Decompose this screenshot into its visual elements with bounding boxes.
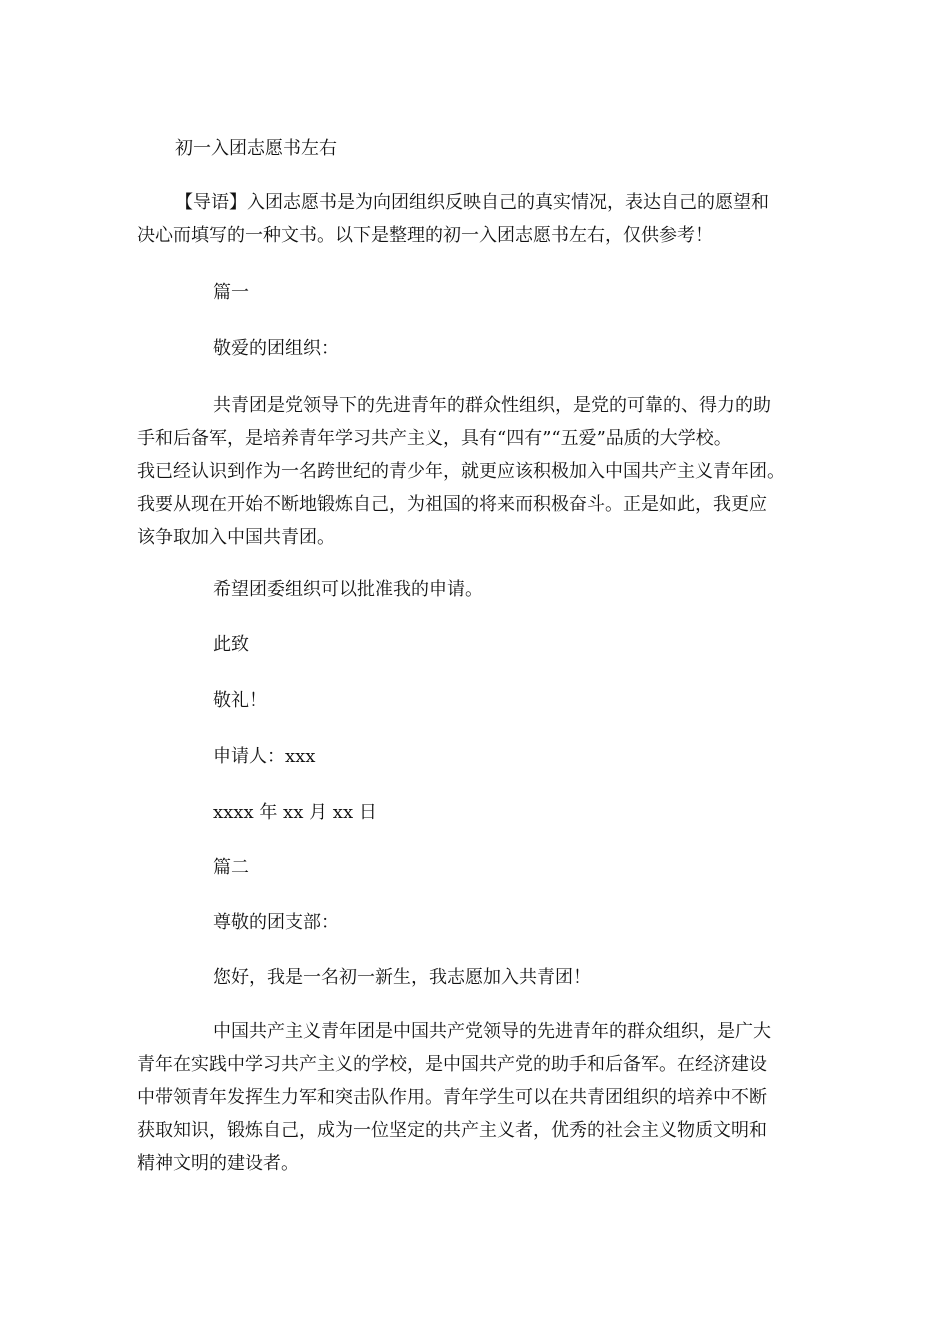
part2-body-line: 青年在实践中学习共产主义的学校，是中国共产党的助手和后备军。在经济建设 xyxy=(137,1054,767,1075)
part1-applicant: 申请人：xxx xyxy=(213,746,316,767)
part1-body xyxy=(213,393,771,419)
part2-body-line: 获取知识，锻炼自己，成为一位坚定的共产主义者，优秀的社会主义物质文明和 xyxy=(137,1120,767,1141)
part1-body-line: 共青团是党领导下的先进青年的群众性组织，是党的可靠的、得力的助 xyxy=(213,395,771,416)
part2-body-line: 精神文明的建设者。 xyxy=(137,1153,299,1174)
part1-date: xxxx 年 xx 月 xx 日 xyxy=(213,802,377,823)
part1-body-line: 我已经认识到作为一名跨世纪的青少年，就更应该积极加入中国共产主义青年团。 xyxy=(137,461,785,482)
part2-heading: 篇二 xyxy=(213,857,249,878)
part1-body-line: 我要从现在开始不断地锻炼自己，为祖国的将来而积极奋斗。正是如此，我更应 xyxy=(137,494,767,515)
part2-body-line: 中带领青年发挥生力军和突击队作用。青年学生可以在共青团组织的培养中不断 xyxy=(137,1087,767,1108)
part2-salutation: 尊敬的团支部： xyxy=(213,912,339,933)
part1-salutation: 敬爱的团组织： xyxy=(213,338,339,359)
part2-greeting: 您好，我是一名初一新生，我志愿加入共青团！ xyxy=(213,967,591,988)
part1-body-line: 手和后备军，是培养青年学习共产主义，具有“四有”“五爱”品质的大学校。 xyxy=(137,428,732,449)
document-title: 初一入团志愿书左右 xyxy=(175,138,337,159)
part1-body-line: 该争取加入中国共青团。 xyxy=(137,527,335,548)
part1-closing-1: 此致 xyxy=(213,634,249,655)
part1-heading: 篇一 xyxy=(213,282,249,303)
part1-closing-2: 敬礼！ xyxy=(213,690,267,711)
part1-hope: 希望团委组织可以批准我的申请。 xyxy=(213,579,483,600)
intro-line-2: 决心而填写的一种文书。以下是整理的初一入团志愿书左右，仅供参考！ xyxy=(137,225,713,246)
part2-body-line: 中国共产主义青年团是中国共产党领导的先进青年的群众组织，是广大 xyxy=(213,1021,771,1042)
intro-line-1: 【导语】入团志愿书是为向团组织反映自己的真实情况，表达自己的愿望和 xyxy=(175,192,769,213)
